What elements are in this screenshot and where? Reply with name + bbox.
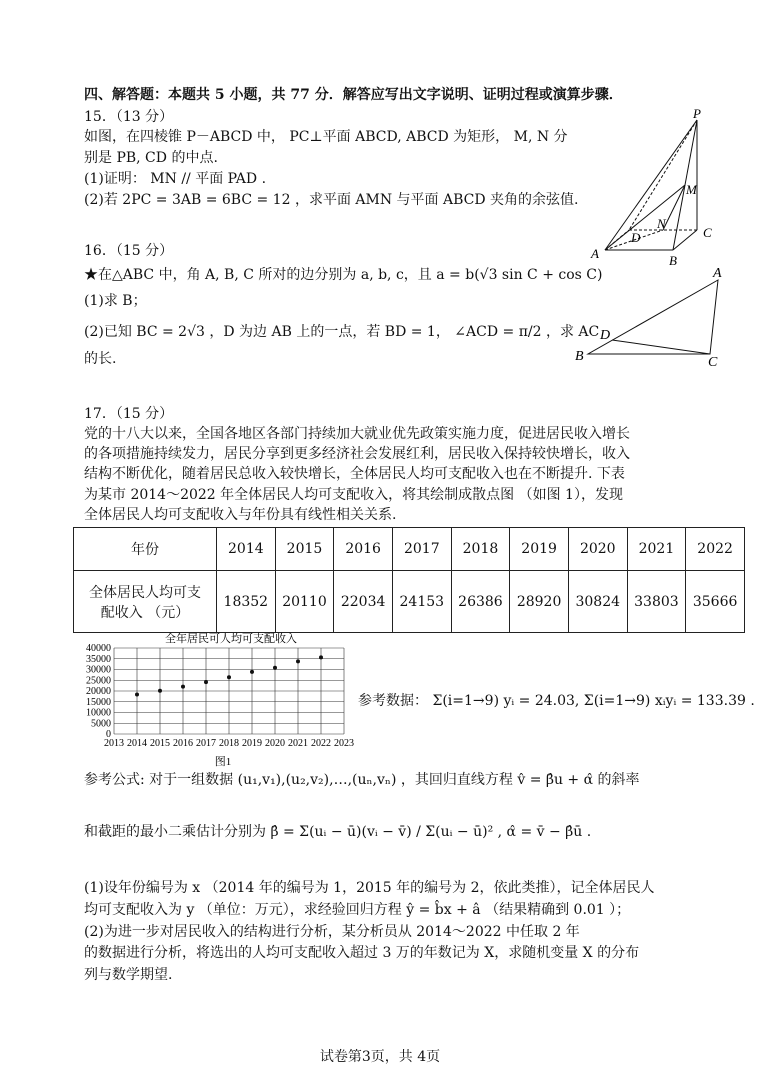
scatter-point — [181, 685, 185, 689]
table-cell: 18352 — [217, 571, 276, 633]
q17-ref-formula-1: 参考公式: 对于一组数据 (u₁,v₁),(u₂,v₂),…,(uₙ,vₙ) ，其回归直线方程 v̂ = β̂u + α̂ 的斜率 — [84, 772, 640, 788]
q17-part1-a: (1)设年份编号为 x （2014 年的编号为 1，2015 年的编号为 2，依此类推），记全体居民人 — [84, 880, 655, 896]
income-table — [73, 527, 745, 633]
pyramid-label-n: N — [657, 216, 666, 231]
pyramid-label-p: P — [693, 108, 701, 121]
x-tick-label: 2021 — [288, 738, 308, 749]
scatter-point — [135, 693, 139, 697]
x-tick-label: 2014 — [127, 738, 147, 749]
q17-para-3: 结构不断优化，随着居民总收入较快增长，全体居民人均可支配收入也在不断提升. 下表 — [84, 466, 625, 482]
q15-number: 15．（13 分） — [84, 109, 174, 125]
q17-part2-b: 的数据进行分析，将选出的人均可支配收入超过 3 万的年数记为 X，求随机变量 X 的分布 — [84, 945, 640, 961]
chart-y-ticks — [86, 643, 111, 740]
pyramid-label-a: A — [591, 246, 599, 261]
table-row — [74, 571, 745, 633]
q17-number: 17．（15 分） — [84, 406, 174, 422]
x-tick-label: 2020 — [265, 738, 285, 749]
table-cell: 2016 — [334, 528, 393, 571]
table-cell: 24153 — [392, 571, 451, 633]
page-footer: 试卷第3页，共 4页 — [319, 1049, 441, 1065]
y-tick-label: 10000 — [86, 707, 111, 719]
table-header-income-line2: 配收入 （元） — [100, 604, 190, 621]
q15-part2: (2)若 2PC = 3AB = 6BC = 12 ，求平面 AMN 与平面 ABCD 夹角的余弦值. — [84, 192, 579, 208]
y-tick-label: 35000 — [86, 653, 111, 665]
q17-ref-data: 参考数据： Σ(i=1→9) yᵢ = 24.03, Σ(i=1→9) xᵢyᵢ = 133.39 . — [358, 693, 755, 709]
y-tick-label: 30000 — [86, 664, 111, 676]
q17-part2-a: (2)为进一步对居民收入的结构进行分析，某分析员从 2014～2022 中任取 2 年 — [84, 924, 580, 940]
q17-para-1: 党的十八大以来，全国各地区各部门持续加大就业优先政策实施力度，促进居民收入增长 — [84, 426, 630, 442]
section-heading: 四、解答题：本题共 5 小题，共 77 分．解答应写出文字说明、证明过程或演算步骤． — [84, 87, 623, 103]
q17-para-4: 为某市 2014～2022 年全体居民人均可支配收入，将其绘制成散点图 （如图 1），发现 — [84, 487, 623, 503]
table-header-income — [74, 571, 217, 633]
table-cell: 2018 — [451, 528, 510, 571]
table-cell: 2022 — [686, 528, 745, 571]
table-cell: 2020 — [568, 528, 627, 571]
table-cell: 35666 — [686, 571, 745, 633]
pyramid-label-b: B — [669, 253, 677, 268]
q17-para-5: 全体居民人均可支配收入与年份具有线性相关关系. — [84, 507, 397, 523]
table-cell: 2015 — [275, 528, 334, 571]
q15-line2: 别是 PB, CD 的中点. — [84, 150, 218, 166]
triangle-label-c: C — [708, 355, 718, 370]
chart-title: 全年居民可人均可支配收入 — [165, 633, 297, 645]
x-tick-label: 2018 — [219, 738, 239, 749]
table-row — [74, 528, 745, 571]
q17-part2-c: 列与数学期望. — [84, 967, 173, 983]
scatter-point — [296, 659, 300, 663]
scatter-point — [319, 655, 323, 659]
pyramid-label-d: D — [631, 230, 641, 245]
q17-part1-b: 均可支配收入为 y （单位：万元），求经验回归方程 ŷ = b̂x + â （结果精确到 0.01 ）； — [84, 902, 631, 918]
scatter-point — [273, 666, 277, 670]
q17-para-2: 的各项措施持续发力，居民分享到更多经济社会发展红利，居民收入保持较快增长，收入 — [84, 446, 630, 462]
table-cell: 22034 — [334, 571, 393, 633]
scatter-chart — [76, 630, 366, 770]
y-tick-label: 25000 — [86, 675, 111, 687]
y-tick-label: 40000 — [86, 643, 111, 654]
triangle-label-d: D — [600, 328, 611, 343]
table-cell: 33803 — [627, 571, 686, 633]
scatter-point — [250, 670, 254, 674]
scatter-point — [158, 689, 162, 693]
x-tick-label: 2017 — [196, 738, 216, 749]
scatter-point — [227, 675, 231, 679]
chart-caption: 图1 — [214, 756, 232, 768]
table-header-year: 年份 — [74, 528, 217, 571]
y-tick-label: 15000 — [86, 696, 111, 708]
chart-grid — [114, 648, 344, 734]
table-cell: 28920 — [510, 571, 569, 633]
x-tick-label: 2013 — [104, 738, 124, 749]
y-tick-label: 20000 — [86, 686, 111, 697]
x-tick-label: 2022 — [311, 738, 331, 749]
triangle-label-a: A — [713, 266, 722, 281]
chart-x-ticks — [104, 738, 354, 749]
table-header-income-line1: 全体居民人均可支 — [89, 584, 201, 601]
x-tick-label: 2016 — [173, 738, 193, 749]
table-cell: 2019 — [510, 528, 569, 571]
q17-ref-formula-2: 和截距的最小二乘估计分别为 β̂ = Σ(uᵢ − ū)(vᵢ − v̄) / Σ(uᵢ − ū)² , α̂ = v̄ − β̂ū . — [84, 824, 592, 840]
table-cell: 2021 — [627, 528, 686, 571]
q16-number: 16．（15 分） — [84, 243, 174, 259]
table-cell: 26386 — [451, 571, 510, 633]
x-tick-label: 2015 — [150, 738, 170, 749]
q16-line1: ★在△ABC 中，角 A, B, C 所对的边分别为 a, b, c，且 a = b(√3 sin C + cos C) — [84, 267, 603, 283]
y-tick-label: 5000 — [91, 718, 111, 730]
pyramid-label-c: C — [703, 225, 712, 240]
scatter-point — [204, 680, 208, 684]
triangle-figure — [572, 262, 732, 370]
q15-line1: 如图，在四棱锥 P－ABCD 中， PC⊥平面 ABCD, ABCD 为矩形， M, N 分 — [84, 129, 568, 145]
q16-part1: (1)求 B； — [84, 293, 147, 309]
y-tick-label: 0 — [106, 729, 111, 740]
table-cell: 2014 — [217, 528, 276, 571]
x-tick-label: 2023 — [334, 738, 354, 749]
q16-part2-a: (2)已知 BC = 2√3 ，D 为边 AB 上的一点，若 BD = 1， ∠ACD = π/2 ，求 AC — [84, 324, 600, 340]
triangle-label-b: B — [575, 349, 584, 364]
pyramid-label-m: M — [686, 182, 697, 197]
pyramid-figure — [585, 108, 725, 268]
x-tick-label: 2019 — [242, 738, 262, 749]
table-cell: 20110 — [275, 571, 334, 633]
table-cell: 30824 — [568, 571, 627, 633]
table-cell: 2017 — [392, 528, 451, 571]
q15-part1: (1)证明： MN // 平面 PAD . — [84, 171, 267, 187]
q16-part2-b: 的长. — [84, 351, 117, 367]
